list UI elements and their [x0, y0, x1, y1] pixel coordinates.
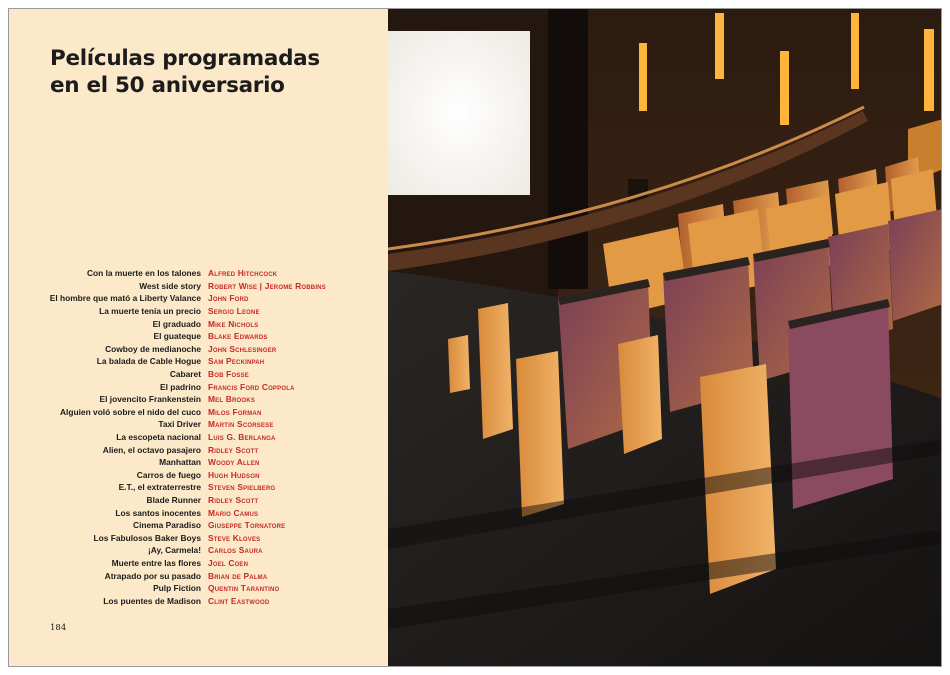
film-title: El hombre que mató a Liberty Valance [49, 293, 201, 304]
left-page [9, 9, 388, 666]
film-row [9, 456, 388, 469]
film-title: Carros de fuego [136, 469, 201, 480]
film-row [9, 544, 388, 557]
film-title: Cabaret [169, 369, 201, 380]
page-title-line-2: en el 50 aniversario [50, 73, 285, 98]
film-director: John Schlesinger [208, 343, 277, 354]
film-row [9, 469, 388, 482]
film-title: Los Fabulosos Baker Boys [93, 532, 201, 543]
film-title: El jovencito Frankenstein [99, 394, 201, 405]
film-title: Alien, el octavo pasajero [102, 444, 201, 455]
page-number: 184 [50, 623, 67, 633]
film-title: Los santos inocentes [115, 507, 201, 518]
film-title: La escopeta nacional [116, 432, 201, 443]
film-director: Francis Ford Coppola [208, 381, 295, 392]
film-row [9, 531, 388, 544]
film-director: Ridley Scott [208, 494, 259, 505]
film-row [9, 330, 388, 343]
film-title: Los puentes de Madison [103, 595, 201, 606]
film-row [9, 506, 388, 519]
film-row [9, 406, 388, 419]
film-row [9, 368, 388, 381]
film-row [9, 582, 388, 595]
film-row [9, 355, 388, 368]
film-director: Bob Fosse [208, 369, 249, 380]
film-director: Alfred Hitchcock [208, 268, 278, 279]
film-director: Luis G. Berlanga [208, 432, 276, 443]
film-director: Martin Scorsese [208, 419, 274, 430]
film-row [9, 343, 388, 356]
film-title: Con la muerte en los talones [86, 268, 201, 279]
film-director: Mario Camus [208, 507, 259, 518]
film-row [9, 292, 388, 305]
film-director: Brian de Palma [208, 570, 268, 581]
film-title: West side story [139, 280, 201, 291]
film-row [9, 393, 388, 406]
film-title: El guateque [153, 331, 201, 342]
film-director: Ridley Scott [208, 444, 259, 455]
film-title: Atrapado por su pasado [104, 570, 201, 581]
film-row [9, 519, 388, 532]
film-title: La muerte tenía un precio [99, 306, 201, 317]
film-title: Manhattan [159, 457, 201, 468]
film-director: Milos Forman [208, 406, 262, 417]
film-row [9, 494, 388, 507]
film-row [9, 569, 388, 582]
film-title: Alguien voló sobre el nido del cuco [60, 406, 201, 417]
film-title: Cinema Paradiso [133, 520, 201, 531]
film-director: Hugh Hudson [208, 469, 260, 480]
film-director: John Ford [208, 293, 249, 304]
film-director: Mike Nichols [208, 318, 259, 329]
film-director: Sam Peckinpah [208, 356, 265, 367]
film-row [9, 305, 388, 318]
film-director: Woody Allen [208, 457, 260, 468]
film-title: Muerte entre las flores [111, 557, 201, 568]
film-row [9, 481, 388, 494]
film-row [9, 267, 388, 280]
film-row [9, 380, 388, 393]
film-title: Pulp Fiction [153, 583, 201, 594]
film-title: Blade Runner [146, 494, 201, 505]
film-director: Quentin Tarantino [208, 583, 280, 594]
film-director: Mel Brooks [208, 394, 256, 405]
film-row [9, 443, 388, 456]
cinema-photo [388, 9, 942, 667]
film-title: ¡Ay, Carmela! [147, 545, 201, 556]
film-director: Sergio Leone [208, 306, 260, 317]
film-row [9, 431, 388, 444]
film-row [9, 317, 388, 330]
film-row [9, 418, 388, 431]
film-list [9, 267, 388, 607]
film-row [9, 557, 388, 570]
film-title: E.T., el extraterrestre [118, 482, 201, 493]
film-director: Steve Kloves [208, 532, 261, 543]
film-director: Clint Eastwood [208, 595, 270, 606]
film-director: Giuseppe Tornatore [208, 520, 286, 531]
page-title [50, 45, 320, 99]
film-row [9, 280, 388, 293]
film-title: Cowboy de medianoche [105, 343, 201, 354]
film-director: Robert Wise | Jerome Robbins [208, 280, 326, 291]
film-title: Taxi Driver [158, 419, 201, 430]
film-director: Blake Edwards [208, 331, 268, 342]
film-row [9, 594, 388, 607]
film-director: Carlos Saura [208, 545, 263, 556]
film-title: La balada de Cable Hogue [96, 356, 201, 367]
cinema-photo-illustration [388, 9, 942, 667]
book-spread [8, 8, 942, 667]
film-title: El padrino [160, 381, 201, 392]
film-director: Steven Spielberg [208, 482, 276, 493]
page-title-line-1: Películas programadas [50, 46, 320, 71]
film-title: El graduado [152, 318, 201, 329]
film-director: Joel Coen [208, 557, 249, 568]
